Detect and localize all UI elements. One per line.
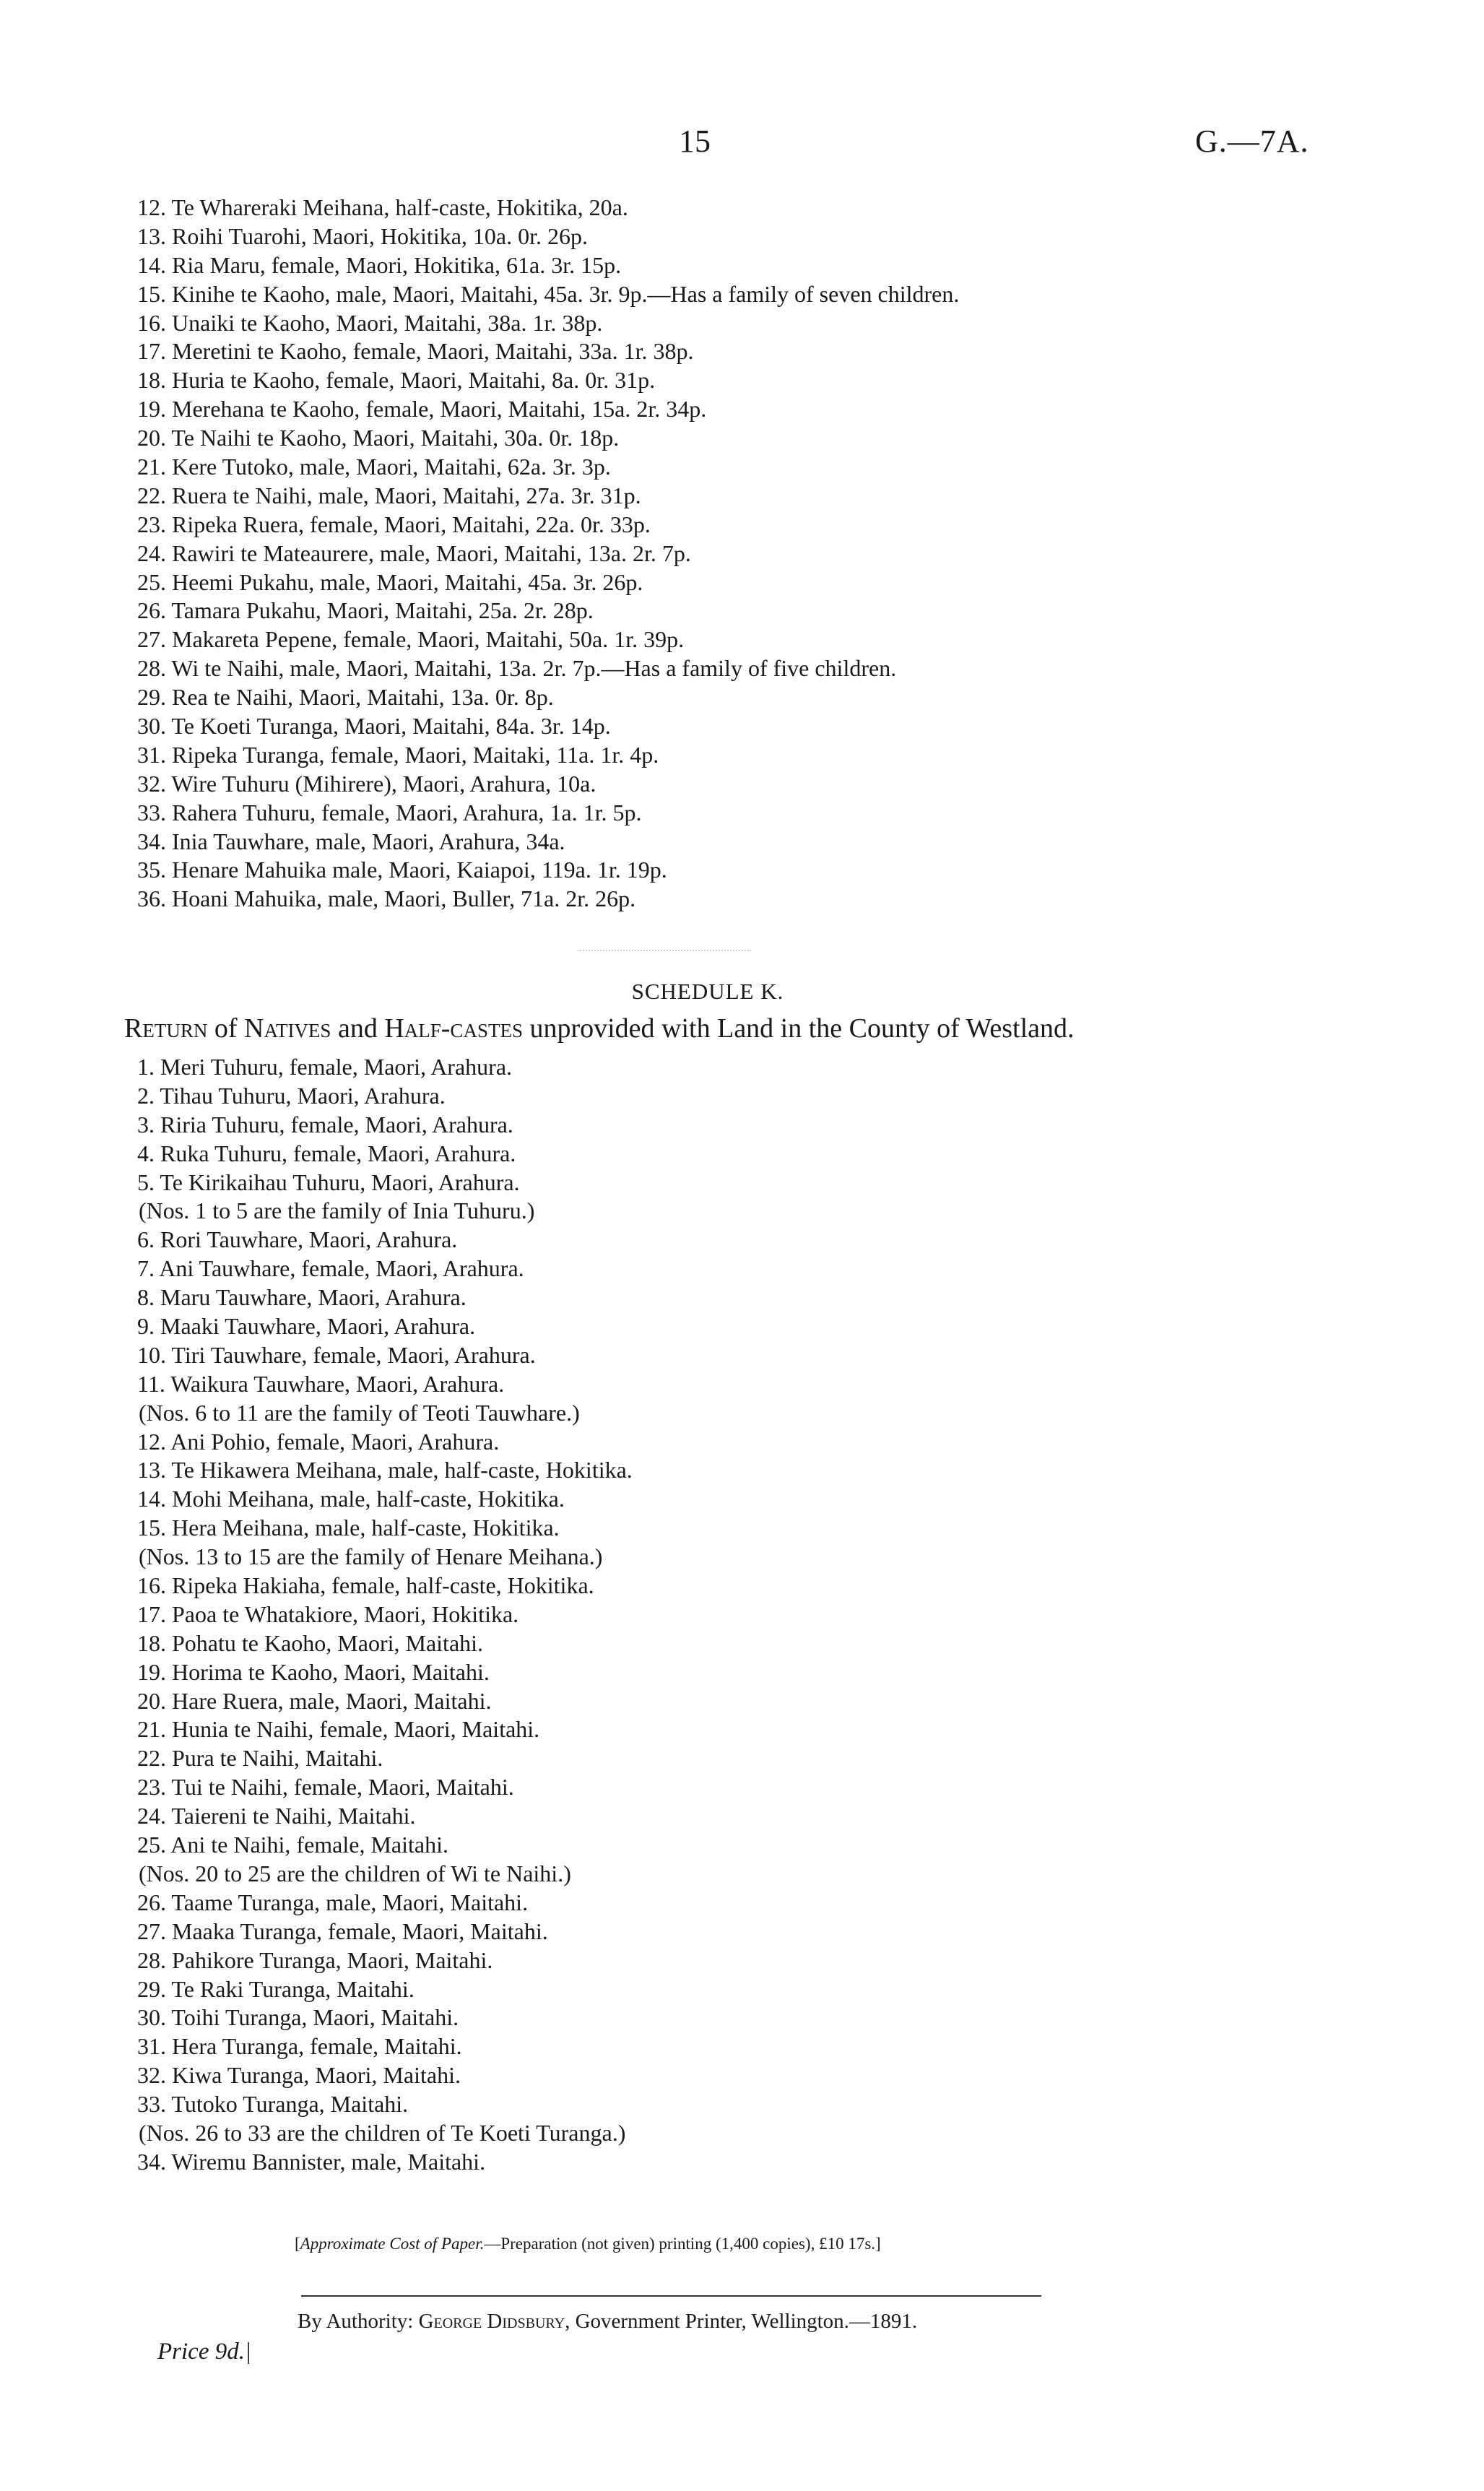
list-item: 3. Riria Tuhuru, female, Maori, Arahura. — [137, 1111, 513, 1138]
list-item: 12. Ani Pohio, female, Maori, Arahura. — [137, 1428, 500, 1455]
list-item: 8. Maru Tauwhare, Maori, Arahura. — [137, 1284, 467, 1311]
list-item: (Nos. 20 to 25 are the children of Wi te Naihi.) — [139, 1860, 571, 1886]
list-item: 2. Tihau Tuhuru, Maori, Arahura. — [137, 1082, 446, 1109]
list-item: 14. Mohi Meihana, male, half-caste, Hokitika. — [137, 1486, 565, 1512]
list-item: 25. Heemi Pukahu, male, Maori, Maitahi, 45a. 3r. 26p. — [137, 568, 643, 595]
list-item: (Nos. 13 to 15 are the family of Henare Meihana.) — [139, 1543, 603, 1570]
list-item: 9. Maaki Tauwhare, Maori, Arahura. — [137, 1313, 476, 1340]
list-item: 16. Unaiki te Kaoho, Maori, Maitahi, 38a. 1r. 38p. — [137, 309, 603, 336]
list-item: 33. Rahera Tuhuru, female, Maori, Arahura, 1a. 1r. 5p. — [137, 799, 642, 826]
list-item: 34. Wiremu Bannister, male, Maitahi. — [137, 2148, 486, 2175]
footer-rule — [301, 2295, 1041, 2297]
list-item: 31. Ripeka Turanga, female, Maori, Maitaki, 11a. 1r. 4p. — [137, 741, 659, 768]
list-item: 29. Te Raki Turanga, Maitahi. — [137, 1975, 415, 2002]
list-item: 4. Ruka Tuhuru, female, Maori, Arahura. — [137, 1140, 516, 1166]
list-item: (Nos. 26 to 33 are the children of Te Koeti Turanga.) — [139, 2119, 626, 2146]
list-item: 1. Meri Tuhuru, female, Maori, Arahura. — [137, 1054, 513, 1080]
list-item: 21. Hunia te Naihi, female, Maori, Maitahi. — [137, 1716, 540, 1743]
subtitle-text: unprovided with Land in the County of Westland. — [522, 1013, 1075, 1044]
list-item: 29. Rea te Naihi, Maori, Maitahi, 13a. 0r. 8p. — [137, 684, 554, 711]
list-item: 33. Tutoko Turanga, Maitahi. — [137, 2091, 409, 2118]
schedule-subtitle — [124, 1013, 1075, 1044]
list-item: 13. Roihi Tuarohi, Maori, Hokitika, 10a. 0r. 26p. — [137, 222, 588, 249]
subtitle-half-castes: Half-castes — [384, 1013, 523, 1044]
list-item: 27. Maaka Turanga, female, Maori, Maitahi. — [137, 1918, 548, 1944]
list-item: 22. Ruera te Naihi, male, Maori, Maitahi, 27a. 3r. 31p. — [137, 482, 641, 508]
list-item: 26. Taame Turanga, male, Maori, Maitahi. — [137, 1889, 529, 1915]
cost-label: Approximate Cost of Paper. — [300, 2235, 485, 2253]
cost-text: —Preparation (not given) printing (1,400 copies), £10 17s. — [484, 2235, 876, 2253]
list-item: 23. Ripeka Ruera, female, Maori, Maitahi, 22a. 0r. 33p. — [137, 511, 651, 537]
subtitle-natives: Natives — [244, 1013, 331, 1044]
authority-prefix: By Authority: — [298, 2310, 419, 2333]
separator-dots — [578, 950, 751, 951]
page-number: 15 — [679, 124, 711, 159]
list-item: 12. Te Whareraki Meihana, half-caste, Hokitika, 20a. — [137, 194, 628, 220]
list-item: 31. Hera Turanga, female, Maitahi. — [137, 2033, 462, 2060]
authority-suffix: , Government Printer, Wellington.—1891. — [565, 2310, 918, 2333]
list-item: 5. Te Kirikaihau Tuhuru, Maori, Arahura. — [137, 1169, 520, 1195]
list-item: 10. Tiri Tauwhare, female, Maori, Arahura. — [137, 1341, 536, 1368]
list-item: 19. Horima te Kaoho, Maori, Maitahi. — [137, 1658, 490, 1685]
list-item: 16. Ripeka Hakiaha, female, half-caste, Hokitika. — [137, 1572, 594, 1599]
printer-name: George Didsbury — [418, 2310, 565, 2333]
list-item: 11. Waikura Tauwhare, Maori, Arahura. — [137, 1370, 505, 1397]
list-item: 36. Hoani Mahuika, male, Maori, Buller, 71a. 2r. 26p. — [137, 885, 636, 912]
list-item: 21. Kere Tutoko, male, Maori, Maitahi, 62a. 3r. 3p. — [137, 454, 611, 480]
list-item: (Nos. 6 to 11 are the family of Teoti Tauwhare.) — [139, 1399, 580, 1426]
list-item: 17. Meretini te Kaoho, female, Maori, Maitahi, 33a. 1r. 38p. — [137, 338, 694, 365]
authority-line — [298, 2310, 917, 2334]
list-item: 32. Kiwa Turanga, Maori, Maitahi. — [137, 2062, 461, 2089]
subtitle-return: Return — [124, 1013, 208, 1044]
schedule-title: SCHEDULE K. — [631, 979, 784, 1004]
list-item: 27. Makareta Pepene, female, Maori, Maitahi, 50a. 1r. 39p. — [137, 626, 685, 653]
list-item: 35. Henare Mahuika male, Maori, Kaiapoi, 119a. 1r. 19p. — [137, 857, 667, 883]
subtitle-text: of — [207, 1013, 244, 1044]
continued-list — [137, 194, 959, 914]
list-item: 14. Ria Maru, female, Maori, Hokitika, 61a. 3r. 15p. — [137, 251, 622, 278]
list-item: 20. Hare Ruera, male, Maori, Maitahi. — [137, 1687, 492, 1714]
list-item: 18. Pohatu te Kaoho, Maori, Maitahi. — [137, 1629, 484, 1656]
schedule-k-list — [137, 1053, 633, 2177]
list-item: 13. Te Hikawera Meihana, male, half-caste, Hokitika. — [137, 1457, 633, 1483]
subtitle-text: and — [331, 1013, 385, 1044]
list-item: 24. Rawiri te Mateaurere, male, Maori, Maitahi, 13a. 2r. 7p. — [137, 540, 691, 566]
list-item: 7. Ani Tauwhare, female, Maori, Arahura. — [137, 1255, 524, 1282]
list-item: 15. Hera Meihana, male, half-caste, Hokitika. — [137, 1515, 560, 1541]
list-item: 32. Wire Tuhuru (Mihirere), Maori, Arahura, 10a. — [137, 770, 596, 797]
list-item: 30. Toihi Turanga, Maori, Maitahi. — [137, 2004, 459, 2031]
price-text: Price 9d. — [157, 2339, 245, 2365]
list-item: 25. Ani te Naihi, female, Maitahi. — [137, 1832, 448, 1858]
list-item: 28. Pahikore Turanga, Maori, Maitahi. — [137, 1946, 493, 1973]
list-item: 28. Wi te Naihi, male, Maori, Maitahi, 13a. 2r. 7p.—Has a family of five children. — [137, 655, 897, 682]
cost-note: [Approximate Cost of Paper.—Preparation (not given) printing (1,400 copies), £10 17s.] — [295, 2235, 881, 2253]
list-item: 17. Paoa te Whatakiore, Maori, Hokitika. — [137, 1600, 519, 1627]
list-item: 18. Huria te Kaoho, female, Maori, Maitahi, 8a. 0r. 31p. — [137, 367, 656, 394]
list-item: 34. Inia Tauwhare, male, Maori, Arahura, 34a. — [137, 828, 565, 854]
list-item: 22. Pura te Naihi, Maitahi. — [137, 1745, 383, 1772]
list-item: 24. Taiereni te Naihi, Maitahi. — [137, 1803, 416, 1829]
list-item: 26. Tamara Pukahu, Maori, Maitahi, 25a. 2r. 28p. — [137, 597, 594, 624]
list-item: (Nos. 1 to 5 are the family of Inia Tuhuru.) — [139, 1197, 535, 1224]
list-item: 30. Te Koeti Turanga, Maori, Maitahi, 84a. 3r. 14p. — [137, 713, 611, 740]
list-item: 23. Tui te Naihi, female, Maori, Maitahi. — [137, 1774, 514, 1801]
list-item: 6. Rori Tauwhare, Maori, Arahura. — [137, 1226, 458, 1253]
list-item: 19. Merehana te Kaoho, female, Maori, Maitahi, 15a. 2r. 34p. — [137, 396, 707, 423]
document-code: G.—7A. — [1195, 124, 1309, 159]
list-item: 15. Kinihe te Kaoho, male, Maori, Maitahi, 45a. 3r. 9p.—Has a family of seven children. — [137, 280, 960, 307]
list-item: 20. Te Naihi te Kaoho, Maori, Maitahi, 30a. 0r. 18p. — [137, 425, 620, 451]
price-label: Price 9d.| — [157, 2339, 252, 2365]
